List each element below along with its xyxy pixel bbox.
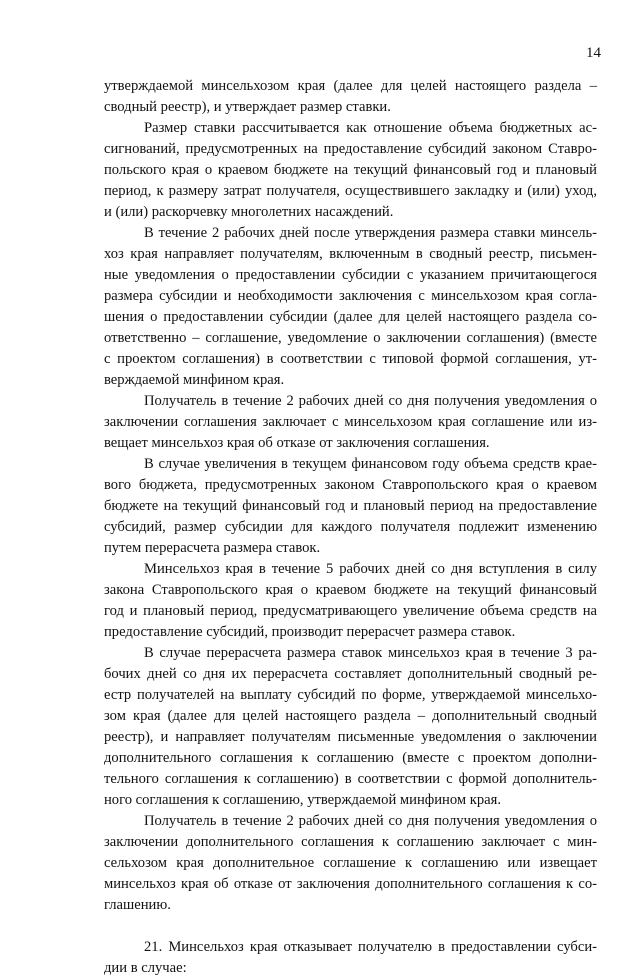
text-line: вещает минсельхоз края об отказе от заключения соглашения. [104, 435, 490, 451]
text-line: сигнований, предусмотренных на предоставление субсидий законом Ставро- [104, 141, 597, 157]
text-line: Размер ставки рассчитывается как отношение объема бюджетных ас- [144, 120, 597, 136]
text-line: естр получателей на выплату субсидий по форме, утверждаемой минсельхо- [104, 687, 597, 703]
text-line: заключении дополнительного соглашения к соглашению заключает с мин- [104, 834, 597, 850]
text-line: хоз края направляет получателям, включенным в сводный реестр, письмен- [104, 246, 597, 262]
text-line: путем перерасчета размера ставок. [104, 540, 321, 556]
body-text [104, 76, 597, 979]
text-line: сельхозом края дополнительное соглашение к соглашению или извещает [104, 855, 597, 871]
text-line: 21. Минсельхоз края отказывает получателю в предоставлении субси- [144, 939, 597, 955]
paragraph-4 [104, 391, 597, 454]
paragraph-5 [104, 454, 597, 559]
text-line: Получатель в течение 2 рабочих дней со дня получения уведомления о [144, 393, 597, 409]
text-line: сводный реестр), и утверждает размер ставки. [104, 99, 391, 115]
paragraph-2 [104, 118, 597, 223]
paragraph-9 [104, 937, 597, 979]
text-line: ответственно – соглашение, уведомление о заключении соглашения) (вместе [104, 330, 597, 346]
text-line: субсидий, размер субсидии для каждого получателя подлежит изменению [104, 519, 597, 535]
text-line: верждаемой минфином края. [104, 372, 285, 388]
text-line: бочих дней со дня их перерасчета составляет дополнительный сводный ре- [104, 666, 597, 682]
text-line: польского края о краевом бюджете на текущий финансовый год и плановый [104, 162, 597, 178]
text-line: бюджете на текущий финансовый год и плановый период на предоставление [104, 498, 597, 514]
paragraph-7 [104, 643, 597, 811]
page-number: 14 [586, 45, 601, 61]
text-line: В течение 2 рабочих дней после утверждения размера ставки минсель- [144, 225, 597, 241]
text-line: размера субсидии и необходимости заключения с минсельхозом края согла- [104, 288, 597, 304]
text-line: закона Ставропольского края о краевом бюджете на текущий финансовый [104, 582, 597, 598]
text-line: год и плановый период, предусматривающего увеличение объема средств на [104, 603, 597, 619]
text-line: вого бюджета, предусмотренных законом Ставропольского края о краевом [104, 477, 597, 493]
text-line: Минсельхоз края в течение 5 рабочих дней со дня вступления в силу [144, 561, 597, 577]
text-line: утверждаемой минсельхозом края (далее для целей настоящего раздела – [104, 78, 597, 94]
paragraph-8 [104, 811, 597, 916]
text-line: реестр), и направляет получателям письменные уведомления о заключении [104, 729, 597, 745]
text-line: дополнительного соглашения к соглашению (вместе с проектом дополни- [104, 750, 597, 766]
text-line: ного соглашения к соглашению, утверждаемой минфином края. [104, 792, 501, 808]
text-line: Получатель в течение 2 рабочих дней со дня получения уведомления о [144, 813, 597, 829]
text-line: предоставление субсидий, производит перерасчет размера ставок. [104, 624, 516, 640]
text-line: с проектом соглашения) в соответствии с типовой формой соглашения, ут- [104, 351, 597, 367]
paragraph-1 [104, 76, 597, 118]
text-line: шения о предоставлении субсидии (далее для целей настоящего раздела со- [104, 309, 597, 325]
text-line: заключении соглашения заключает с минсельхозом края соглашение или из- [104, 414, 597, 430]
text-line: тельного соглашения к соглашению) в соответствии с формой дополнитель- [104, 771, 597, 787]
text-line: зом края (далее для целей настоящего раздела – дополнительный сводный [104, 708, 597, 724]
text-line: дии в случае: [104, 960, 187, 976]
text-line: и (или) раскорчевку многолетних насаждений. [104, 204, 394, 220]
text-line: В случае перерасчета размера ставок минсельхоз края в течение 3 ра- [144, 645, 597, 661]
text-line: период, к размеру затрат получателя, осуществившего закладку и (или) уход, [104, 183, 597, 199]
text-line: глашению. [104, 897, 171, 913]
text-line: В случае увеличения в текущем финансовом году объема средств крае- [144, 456, 597, 472]
paragraph-6 [104, 559, 597, 643]
text-line: минсельхоз края об отказе от заключения дополнительного соглашения к со- [104, 876, 597, 892]
paragraph-3 [104, 223, 597, 391]
text-line: ные уведомления о предоставлении субсидии с указанием причитающегося [104, 267, 597, 283]
